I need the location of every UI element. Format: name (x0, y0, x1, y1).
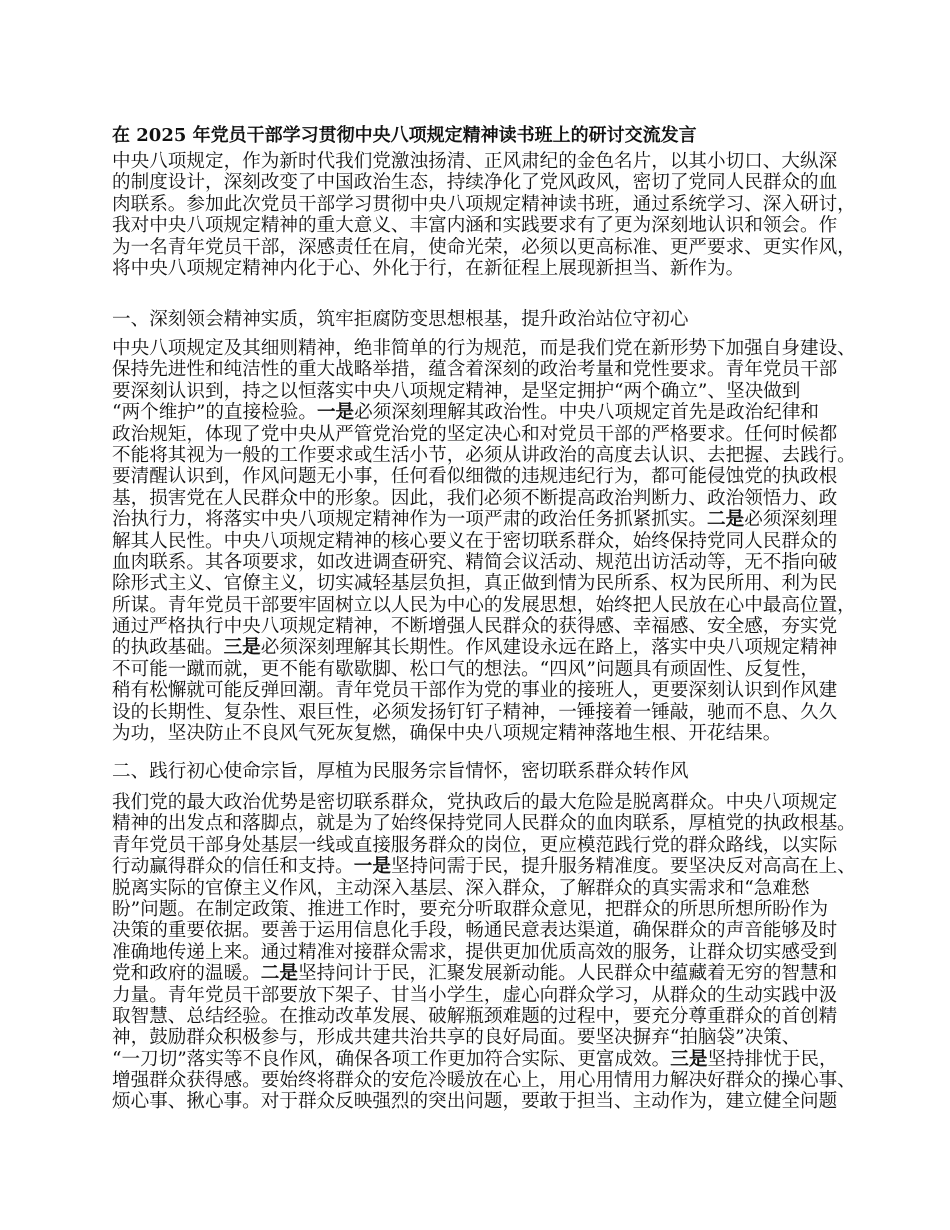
text-line: 青年党员干部身处基层一线或直接服务群众的岗位，更应模范践行党的群众路线，以实际 (112, 834, 838, 856)
text-line (112, 402, 852, 423)
text-segment: 必须深刻理 (744, 509, 838, 531)
text-line: 中央八项规定，作为新时代我们党激浊扬清、正风肃纪的金色名片，以其小切口、大纵深 (112, 151, 838, 172)
text-line: 增强群众获得感。要始终将群众的安危冷暖放在心上，用心用情用力解决好群众的操心事、 (112, 1070, 856, 1092)
document-title: 在 2025 年党员干部学习贯彻中央八项规定精神读书班上的研讨交流发言 (112, 125, 697, 146)
paragraph-intro (112, 151, 856, 279)
text-line: 神，鼓励群众积极参与，形成共建共治共享的良好局面。要坚决摒弃“拍脑袋”决策、 (112, 1027, 801, 1049)
text-segment: 党和政府的温暖。 (112, 963, 261, 985)
text-line: 稍有松懈就可能反弹回潮。青年党员干部作为党的事业的接班人，更要深刻认识到作风建 (112, 680, 838, 702)
text-line: 通过严格执行中央八项规定精神，不断增强人民群众的获得感、幸福感、安全感，夯实党 (112, 616, 838, 638)
text-line: 设的长期性、复杂性、艰巨性，必须发扬钉钉子精神，一锤接着一锤敲，驰而不息、久久 (112, 701, 838, 723)
text-segment: 坚持排忧于民， (707, 1048, 838, 1070)
text-line: 取智慧、总结经验。在推动改革发展、破解瓶颈难题的过程中，要充分尊重群众的首创精 (112, 1005, 838, 1027)
text-line: 将中央八项规定精神内化于心、外化于行，在新征程上展现新担当、新作为。 (112, 257, 745, 279)
text-line: 决策的重要依据。要善于运用信息化手段，畅通民意表达渠道，确保群众的声音能够及时 (112, 920, 838, 942)
paragraph-section-2 (112, 792, 856, 1113)
text-line: 基，损害党在人民群众中的形象。因此，我们必须不断提高政治判断力、政治领悟力、政 (112, 487, 838, 509)
text-line: 盼”问题。在制定政策、推进工作时，要充分听取群众意见，把群众的所思所想所盼作为 (112, 898, 829, 920)
text-line: 精神的出发点和落脚点，就是为了始终保持党同人民群众的血肉联系，厚植党的执政根基。 (112, 813, 856, 835)
section-heading-2: 二、践行初心使命宗旨，厚植为民服务宗旨情怀，密切联系群众转作风 (112, 761, 689, 782)
text-segment: 坚持问需于民，提升服务精准度。要坚决反对高高在上、 (390, 856, 856, 878)
text-line: 要清醒认识到，作风问题无小事，任何看似细微的违规违纪行为，都可能侵蚀党的执政根 (112, 466, 838, 488)
bold-lead-in: 二是 (260, 963, 298, 985)
text-line: 肉联系。参加此次党员干部学习贯彻中央八项规定精神读书班，通过系统学习、深入研讨， (112, 193, 856, 215)
bold-lead-in: 二是 (707, 509, 745, 531)
text-line: 烦心事、揪心事。对于群众反映强烈的突出问题，要敢于担当、主动作为，建立健全问题 (112, 1091, 838, 1113)
text-line: 脱离实际的官僚主义作风，主动深入基层、深入群众，了解群众的真实需求和“急难愁 (112, 877, 810, 899)
text-segment: 坚持问计于民，汇聚发展新动能。人民群众中蕴藏着无穷的智慧和 (297, 963, 838, 985)
text-line: 的制度设计，深刻改变了中国政治生态，持续净化了党风政风，密切了党同人民群众的血 (112, 172, 838, 194)
text-line: 解其人民性。中央八项规定精神的核心要义在于密切联系群众，始终保持党同人民群众的 (112, 530, 838, 552)
text-line: 保持先进性和纯洁性的重大战略举措，蕴含着深刻的政治考量和党性要求。青年党员干部 (112, 359, 838, 381)
text-segment: 的执政基础。 (112, 637, 224, 659)
text-line: 除形式主义、官僚主义，切实减轻基层负担，真正做到情为民所系、权为民所用、利为民 (112, 573, 838, 595)
text-line: 血肉联系。其各项要求，如改进调查研究、精简会议活动、规范出访活动等，无不指向破 (112, 551, 838, 573)
text-line (112, 637, 852, 658)
text-segment: 必须深刻理解其政治性。中央八项规定首先是政治纪律和 (354, 402, 820, 424)
text-line (112, 856, 856, 878)
text-line (112, 509, 852, 530)
text-line: 我对中央八项规定精神的重大意义、丰富内涵和实践要求有了更为深刻地认识和领会。作 (112, 215, 838, 237)
text-segment: “两个维护”的直接检验。 (112, 402, 317, 424)
text-line: 要深刻认识到，持之以恒落实中央八项规定精神，是坚定拥护“两个确立”、坚决做到 (112, 380, 801, 402)
section-heading-1: 一、深刻领会精神实质，筑牢拒腐防变思想根基，提升政治站位守初心 (112, 309, 689, 330)
text-line (112, 1049, 852, 1070)
text-line: 政治规矩，体现了党中央从严管党治党的坚定决心和对党员干部的严格要求。任何时候都 (112, 423, 838, 445)
bold-lead-in: 三是 (223, 637, 261, 659)
text-line: 不能将其视为一般的工作要求或生活小节，必须从讲政治的高度去认识、去把握、去践行。 (112, 444, 856, 466)
text-line: 所谋。青年党员干部要牢固树立以人民为中心的发展思想，始终把人民放在心中最高位置， (112, 594, 856, 616)
text-segment: “一刀切”落实等不良作风，确保各项工作更加符合实际、更富成效。 (112, 1048, 671, 1070)
text-line: 为一名青年党员干部，深感责任在肩，使命光荣，必须以更高标准、更严要求、更实作风， (112, 236, 856, 258)
text-segment: 行动赢得群众的信任和支持。 (112, 856, 354, 878)
text-line: 不可能一蹴而就，更不能有歇歇脚、松口气的想法。“四风”问题具有顽固性、反复性， (112, 658, 819, 680)
bold-lead-in: 一是 (353, 856, 391, 878)
bold-lead-in: 一是 (316, 402, 355, 424)
text-line: 我们党的最大政治优势是密切联系群众，党执政后的最大危险是脱离群众。中央八项规定 (112, 792, 838, 813)
text-line: 为功，坚决防止不良风气死灰复燃，确保中央八项规定精神落地生根、开花结果。 (112, 723, 782, 745)
text-segment: 必须深刻理解其长期性。作风建设永远在路上，落实中央八项规定精神 (260, 637, 838, 659)
text-segment: 治执行力，将落实中央八项规定精神作为一项严肃的政治任务抓紧抓实。 (112, 509, 708, 531)
text-line: 中央八项规定及其细则精神，绝非简单的行为规范，而是我们党在新形势下加强自身建设、 (112, 338, 856, 359)
text-line: 力量。青年党员干部要放下架子、甘当小学生，虚心向群众学习，从群众的生动实践中汲 (112, 984, 838, 1006)
text-line (112, 963, 852, 984)
text-line: 准确地传递上来。通过精准对接群众需求，提供更加优质高效的服务，让群众切实感受到 (112, 941, 838, 963)
paragraph-section-1 (112, 338, 856, 745)
bold-lead-in: 三是 (670, 1048, 708, 1070)
